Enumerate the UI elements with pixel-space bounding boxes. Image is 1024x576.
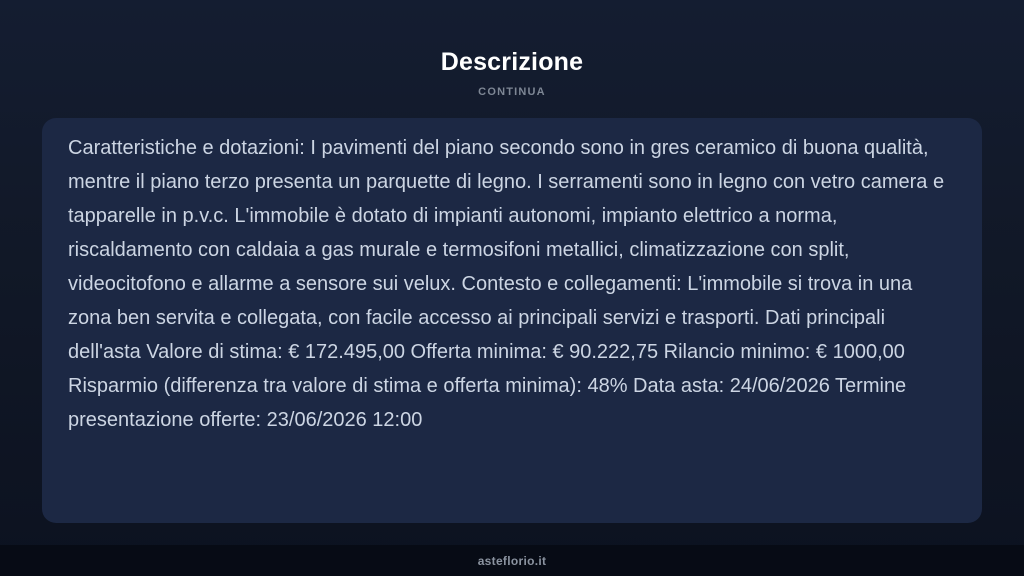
page-title: Descrizione bbox=[440, 48, 584, 76]
site-watermark: asteflorio.it bbox=[477, 553, 547, 568]
description-text: Caratteristiche e dotazioni: I pavimenti del piano secondo sono in gres ceramico di buona qualità, mentre il piano terzo presenta un parquette di legno. I serramenti sono in legno con vetro camera e tapparelle in p.v.c. L'immobile è dotato di impianti autonomi, impianto elettrico a norma, riscaldamento con caldaia a gas murale e termosifoni metallici, climatizzazione con split, videocitofono e allarme a sensore sui velux. Contesto e collegamenti: L'immobile si trova in una zona ben servita e collegata, con facile accesso ai principali servizi e trasporti. Dati principali dell'asta Valore di stima: € 172.495,00 Offerta minima: € 90.222,75 Rilancio minimo: € 1000,00 Risparmio (differenza tra valore di stima e offerta minima): 48% Data asta: 24/06/2026 Termine presentazione offerte: 23/06/2026 12:00 bbox=[68, 137, 945, 431]
footer-bar bbox=[0, 545, 1024, 576]
description-card bbox=[42, 118, 982, 523]
continua-label: CONTINUA bbox=[478, 86, 546, 98]
page-header bbox=[0, 0, 1024, 98]
